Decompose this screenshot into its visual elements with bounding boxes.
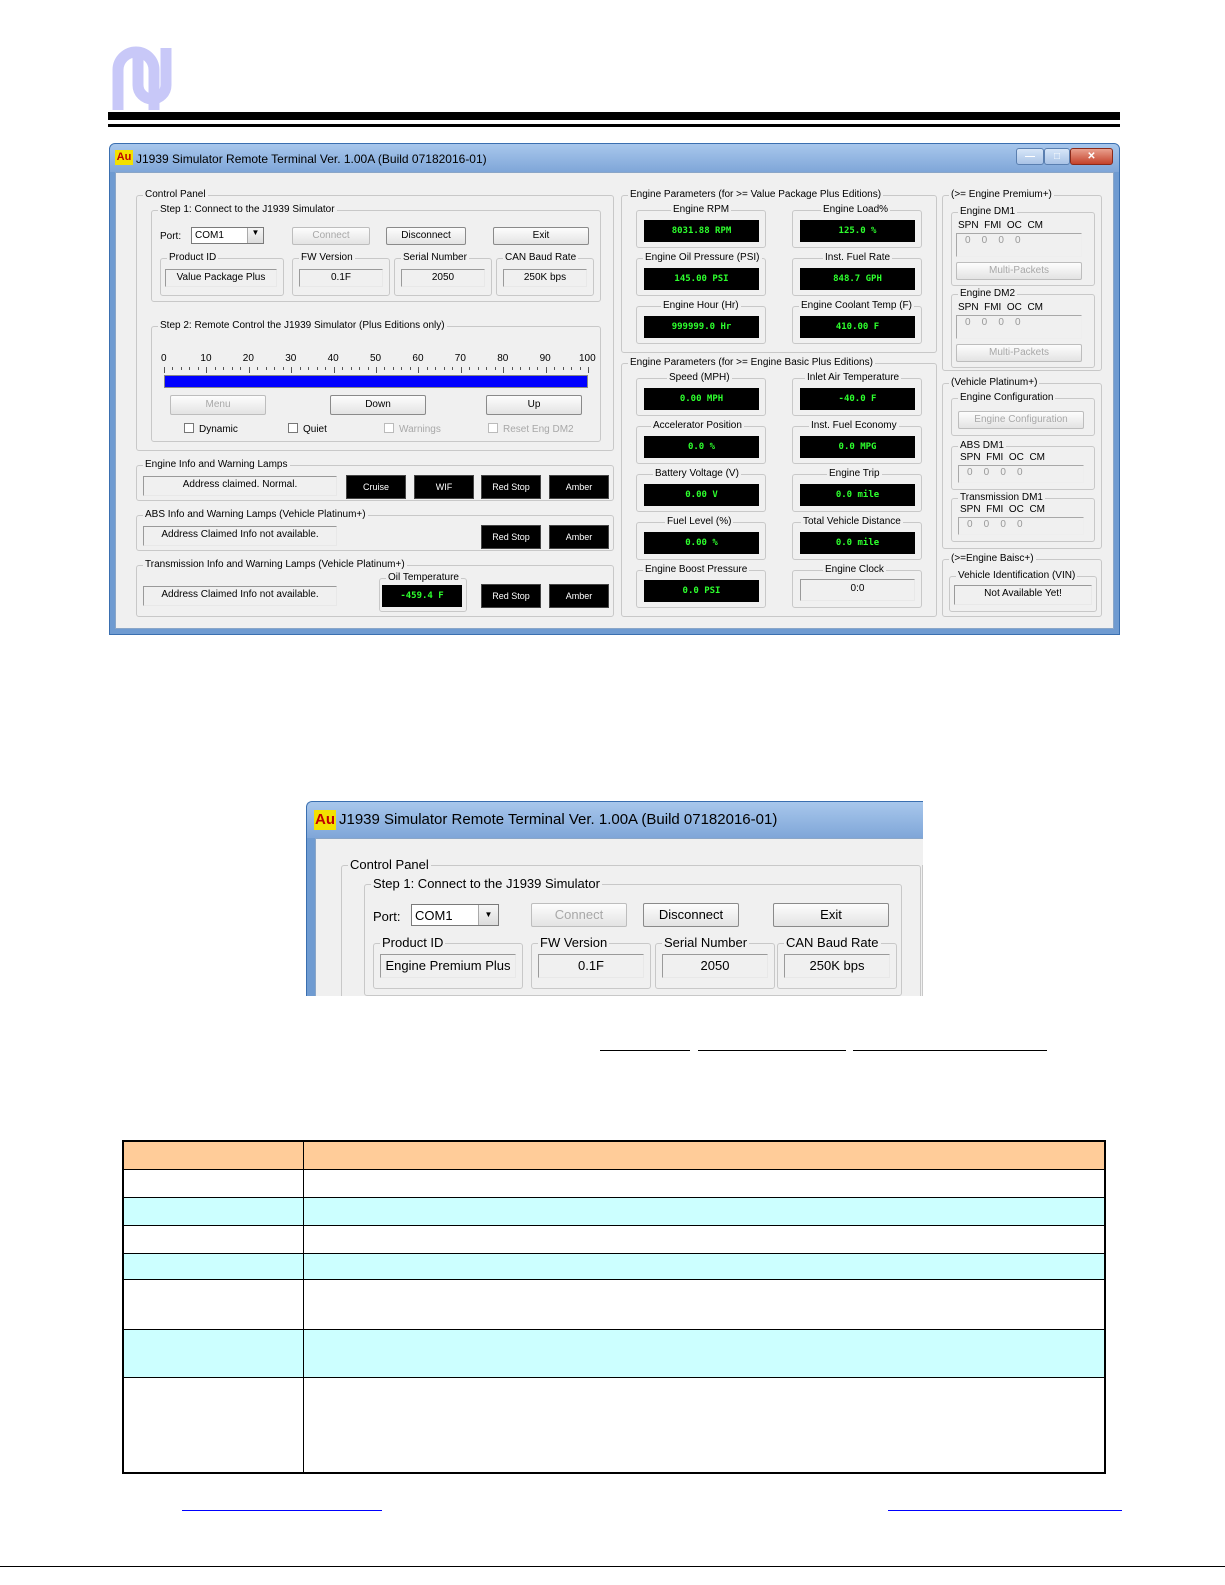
zoomed-window-title: J1939 Simulator Remote Terminal Ver. 1.00A (Build 07182016-01) bbox=[339, 811, 778, 828]
abs-red-stop-lamp: Red Stop bbox=[481, 525, 541, 549]
battery-group bbox=[636, 468, 766, 512]
window-title: J1939 Simulator Remote Terminal Ver. 1.00A (Build 07182016-01) bbox=[136, 152, 487, 166]
zoomed-serial-value: 2050 bbox=[662, 954, 768, 978]
step2-group bbox=[151, 320, 601, 442]
inlet-air-display: -40.0 F bbox=[800, 388, 915, 410]
slider-tick bbox=[223, 367, 224, 370]
slider-tick bbox=[588, 367, 589, 373]
up-button[interactable]: Up bbox=[486, 395, 582, 415]
port-value: COM1 bbox=[195, 230, 224, 241]
baud-rate-value: 250K bps bbox=[503, 269, 587, 287]
slider-tick bbox=[257, 367, 258, 370]
product-id-value: Value Package Plus bbox=[165, 269, 277, 287]
engine-dm2-values: 0 0 0 0 bbox=[956, 315, 1082, 339]
inlet-air-group bbox=[792, 372, 922, 416]
spec-table bbox=[122, 1140, 1106, 1474]
slider-tick bbox=[495, 367, 496, 370]
engine-trip-display: 0.0 mile bbox=[800, 484, 915, 506]
zoomed-next-panel-edge bbox=[922, 865, 923, 996]
total-distance-label: Total Vehicle Distance bbox=[803, 516, 901, 527]
fuel-level-group bbox=[636, 516, 766, 560]
slider-tick-label: 90 bbox=[539, 353, 551, 364]
vehicle-platinum-group bbox=[942, 377, 1102, 549]
slider-tick bbox=[266, 367, 267, 370]
table-cell bbox=[123, 1141, 303, 1169]
table-cell bbox=[303, 1279, 1105, 1329]
trans-dm1-values: 0 0 0 0 bbox=[958, 517, 1084, 535]
step1-label: Step 1: Connect to the J1939 Simulator bbox=[160, 204, 335, 215]
coolant-temp-group bbox=[792, 300, 922, 344]
slider-tick bbox=[418, 367, 419, 373]
slider-tick bbox=[206, 367, 207, 373]
warnings-label: Warnings bbox=[399, 424, 441, 435]
slider-tick bbox=[469, 367, 470, 370]
trans-dm1-group bbox=[951, 492, 1095, 542]
amber-lamp: Amber bbox=[549, 475, 609, 499]
engine-dm2-columns: SPN FMI OC CM bbox=[958, 302, 1043, 313]
table-row bbox=[123, 1279, 1105, 1329]
table-cell bbox=[123, 1329, 303, 1377]
engine-rpm-label: Engine RPM bbox=[673, 204, 730, 215]
accelerator-display: 0.0 % bbox=[644, 436, 759, 458]
zoomed-title-bar[interactable] bbox=[307, 802, 923, 838]
engine-hour-display: 999999.0 Hr bbox=[644, 316, 759, 338]
control-panel-label: Control Panel bbox=[145, 189, 206, 200]
app-icon: Au bbox=[116, 151, 132, 163]
engine-trip-label: Engine Trip bbox=[829, 468, 880, 479]
oil-temp-label: Oil Temperature bbox=[388, 572, 459, 583]
slider-tick bbox=[308, 367, 309, 370]
slider-tick bbox=[393, 367, 394, 370]
underline bbox=[853, 1050, 1047, 1051]
fw-version-label: FW Version bbox=[301, 252, 353, 263]
baud-rate-label: CAN Baud Rate bbox=[505, 252, 577, 263]
slider-tick-label: 50 bbox=[370, 353, 382, 364]
slider-tick bbox=[291, 367, 292, 373]
slider-tick bbox=[274, 367, 275, 370]
fuel-level-display: 0.00 % bbox=[644, 532, 759, 554]
coolant-temp-display: 410.00 F bbox=[800, 316, 915, 338]
zoomed-client bbox=[315, 838, 923, 996]
boost-pressure-display: 0.0 PSI bbox=[644, 580, 759, 602]
slider-tick-label: 20 bbox=[242, 353, 254, 364]
zoomed-baud-label: CAN Baud Rate bbox=[786, 935, 879, 950]
baud-rate-group bbox=[496, 252, 594, 296]
slider-tick bbox=[325, 367, 326, 370]
slider-tick bbox=[342, 367, 343, 370]
oil-temp-display: -459.4 F bbox=[382, 585, 462, 607]
engine-params-value-label: Engine Parameters (for >= Value Package Plus Editions) bbox=[630, 189, 882, 200]
header-rule-thin bbox=[108, 124, 1120, 127]
checkbox-box[interactable] bbox=[184, 423, 194, 433]
slider-tick bbox=[529, 367, 530, 370]
table-cell bbox=[303, 1225, 1105, 1253]
zoomed-port-value: COM1 bbox=[415, 908, 453, 923]
slider-tick bbox=[452, 367, 453, 370]
product-id-label: Product ID bbox=[169, 252, 217, 263]
zoomed-window bbox=[306, 801, 923, 996]
slider-tick bbox=[554, 367, 555, 370]
footer-link-right[interactable] bbox=[888, 1510, 1122, 1511]
slider-tick bbox=[563, 367, 564, 370]
abs-amber-lamp: Amber bbox=[549, 525, 609, 549]
oil-temp-group bbox=[379, 572, 467, 612]
engine-trip-group bbox=[792, 468, 922, 512]
engine-config-group bbox=[951, 392, 1095, 436]
menu-button[interactable]: Menu bbox=[170, 395, 266, 415]
slider-tick-label: 60 bbox=[412, 353, 424, 364]
trans-red-stop-lamp: Red Stop bbox=[481, 584, 541, 608]
fuel-economy-group bbox=[792, 420, 922, 464]
engine-config-button[interactable]: Engine Configuration bbox=[958, 411, 1084, 429]
zoomed-control-panel bbox=[341, 857, 921, 996]
slider-track[interactable] bbox=[164, 375, 588, 388]
engine-load-label: Engine Load% bbox=[823, 204, 889, 215]
cruise-lamp: Cruise bbox=[346, 475, 406, 499]
footer-link-left[interactable] bbox=[182, 1510, 382, 1511]
slider-tick bbox=[249, 367, 250, 373]
trans-dm1-columns: SPN FMI OC CM bbox=[960, 504, 1045, 515]
table-cell bbox=[123, 1377, 303, 1473]
red-stop-lamp: Red Stop bbox=[481, 475, 541, 499]
zoomed-port-label: Port: bbox=[373, 909, 401, 924]
abs-info-group bbox=[136, 509, 614, 551]
slider-tick bbox=[283, 367, 284, 370]
chevron-down-icon[interactable]: ▼ bbox=[247, 228, 263, 243]
slider-tick bbox=[571, 367, 572, 370]
trans-info-group bbox=[136, 559, 614, 617]
quiet-label: Quiet bbox=[303, 424, 327, 435]
slider-tick bbox=[368, 367, 369, 370]
slider-tick-label: 40 bbox=[327, 353, 339, 364]
dm2-multi-packets-button[interactable]: Multi-Packets bbox=[956, 344, 1082, 362]
engine-rpm-group bbox=[636, 204, 766, 248]
slider-tick bbox=[580, 367, 581, 370]
table-row bbox=[123, 1329, 1105, 1377]
checkbox-box[interactable] bbox=[384, 423, 394, 433]
table-cell bbox=[303, 1253, 1105, 1279]
speed-group bbox=[636, 372, 766, 416]
slider-tick bbox=[435, 367, 436, 370]
slider-tick bbox=[189, 367, 190, 370]
product-id-group bbox=[160, 252, 284, 296]
table-cell bbox=[303, 1141, 1105, 1169]
engine-dm2-group bbox=[951, 288, 1095, 368]
slider-tick bbox=[351, 367, 352, 370]
slider-tick bbox=[376, 367, 377, 373]
table-row bbox=[123, 1253, 1105, 1279]
slider-tick-label: 10 bbox=[200, 353, 212, 364]
underline bbox=[698, 1050, 846, 1051]
slider-tick bbox=[461, 367, 462, 373]
port-select[interactable] bbox=[191, 227, 264, 244]
slider-tick bbox=[300, 367, 301, 370]
zoomed-product-id-group bbox=[373, 935, 523, 989]
speed-label: Speed (MPH) bbox=[669, 372, 730, 383]
trans-amber-lamp: Amber bbox=[549, 584, 609, 608]
table-cell bbox=[123, 1197, 303, 1225]
slider-tick bbox=[546, 367, 547, 373]
down-button[interactable]: Down bbox=[330, 395, 426, 415]
speed-display: 0.00 MPH bbox=[644, 388, 759, 410]
table-cell bbox=[303, 1197, 1105, 1225]
checkbox-box[interactable] bbox=[488, 423, 498, 433]
control-panel-group bbox=[136, 189, 614, 451]
vehicle-platinum-label: (Vehicle Platinum+) bbox=[951, 377, 1038, 388]
slider-tick bbox=[232, 367, 233, 370]
vin-label: Vehicle Identification (VIN) bbox=[958, 570, 1076, 581]
engine-clock-label: Engine Clock bbox=[825, 564, 884, 575]
exit-button[interactable]: Exit bbox=[493, 227, 589, 245]
engine-dm1-label: Engine DM1 bbox=[960, 206, 1016, 217]
minimize-button[interactable]: — bbox=[1016, 148, 1044, 165]
zoomed-product-id-label: Product ID bbox=[382, 935, 444, 950]
warnings-checkbox[interactable] bbox=[384, 423, 441, 435]
slider-tick bbox=[181, 367, 182, 370]
slider-scale bbox=[161, 353, 596, 373]
table-cell bbox=[303, 1329, 1105, 1377]
serial-number-group bbox=[394, 252, 492, 296]
underline bbox=[600, 1050, 690, 1051]
accelerator-group bbox=[636, 420, 766, 464]
zoomed-baud-value: 250K bps bbox=[784, 954, 890, 978]
slider-tick bbox=[427, 367, 428, 370]
abs-dm1-label: ABS DM1 bbox=[960, 440, 1004, 451]
coolant-temp-label: Engine Coolant Temp (F) bbox=[801, 300, 912, 311]
slider-tick bbox=[401, 367, 402, 370]
engine-dm1-columns: SPN FMI OC CM bbox=[958, 220, 1043, 231]
inlet-air-label: Inlet Air Temperature bbox=[807, 372, 900, 383]
table-row bbox=[123, 1197, 1105, 1225]
engine-dm1-values: 0 0 0 0 bbox=[956, 233, 1082, 257]
engine-config-label: Engine Configuration bbox=[960, 392, 1054, 403]
zoomed-fw-group bbox=[531, 935, 651, 989]
zoomed-control-panel-label: Control Panel bbox=[350, 857, 429, 872]
table-cell bbox=[123, 1253, 303, 1279]
oil-pressure-label: Engine Oil Pressure (PSI) bbox=[645, 252, 760, 263]
engine-load-group bbox=[792, 204, 922, 248]
zoomed-disconnect-button[interactable]: Disconnect bbox=[643, 903, 739, 927]
engine-basic-group bbox=[942, 553, 1102, 617]
slider-tick bbox=[410, 367, 411, 370]
fuel-rate-label: Inst. Fuel Rate bbox=[825, 252, 891, 263]
engine-premium-group bbox=[942, 189, 1102, 371]
zoomed-exit-button[interactable]: Exit bbox=[773, 903, 889, 927]
engine-dm1-group bbox=[951, 206, 1095, 286]
fuel-rate-display: 848.7 GPH bbox=[800, 268, 915, 290]
fw-version-value: 0.1F bbox=[299, 269, 383, 287]
trans-info-label: Transmission Info and Warning Lamps (Vehicle Platinum+) bbox=[145, 559, 405, 570]
total-distance-display: 0.0 mile bbox=[800, 532, 915, 554]
disconnect-button[interactable]: Disconnect bbox=[386, 227, 466, 245]
table-header-row bbox=[123, 1141, 1105, 1169]
reset-dm2-label: Reset Eng DM2 bbox=[503, 424, 574, 435]
slider-tick bbox=[240, 367, 241, 370]
slider-tick bbox=[198, 367, 199, 370]
boost-pressure-label: Engine Boost Pressure bbox=[645, 564, 748, 575]
step2-label: Step 2: Remote Control the J1939 Simulator (Plus Editions only) bbox=[160, 320, 445, 331]
zoomed-app-icon: Au bbox=[315, 811, 335, 828]
engine-load-display: 125.0 % bbox=[800, 220, 915, 242]
slider-tick bbox=[334, 367, 335, 373]
serial-number-label: Serial Number bbox=[403, 252, 467, 263]
slider-tick-label: 30 bbox=[285, 353, 297, 364]
slider-tick bbox=[215, 367, 216, 370]
slider-tick bbox=[478, 367, 479, 370]
company-logo bbox=[108, 40, 180, 112]
slider-tick bbox=[384, 367, 385, 370]
accelerator-label: Accelerator Position bbox=[653, 420, 742, 431]
slider-tick bbox=[317, 367, 318, 370]
fuel-rate-group bbox=[792, 252, 922, 296]
zoomed-serial-group bbox=[655, 935, 775, 989]
zoomed-serial-label: Serial Number bbox=[664, 935, 748, 950]
table-cell bbox=[123, 1279, 303, 1329]
abs-dm1-group bbox=[951, 440, 1095, 490]
vin-group bbox=[949, 570, 1097, 612]
dm1-multi-packets-button[interactable]: Multi-Packets bbox=[956, 262, 1082, 280]
engine-hour-group bbox=[636, 300, 766, 344]
slider-tick-label: 0 bbox=[161, 353, 167, 364]
engine-dm2-label: Engine DM2 bbox=[960, 288, 1016, 299]
table-row bbox=[123, 1377, 1105, 1473]
engine-premium-label: (>= Engine Premium+) bbox=[951, 189, 1052, 200]
engine-params-basic-group bbox=[621, 357, 937, 617]
dynamic-checkbox[interactable] bbox=[184, 423, 238, 435]
table-cell bbox=[123, 1169, 303, 1197]
abs-dm1-values: 0 0 0 0 bbox=[958, 465, 1084, 483]
checkbox-box[interactable] bbox=[288, 423, 298, 433]
engine-info-group bbox=[136, 459, 614, 501]
boost-pressure-group bbox=[636, 564, 766, 608]
simulator-window bbox=[109, 143, 1120, 635]
zoomed-port-select[interactable] bbox=[411, 904, 499, 926]
wif-lamp: WIF bbox=[414, 475, 474, 499]
zoomed-fw-value: 0.1F bbox=[538, 954, 644, 978]
slider-tick bbox=[172, 367, 173, 370]
engine-hour-label: Engine Hour (Hr) bbox=[663, 300, 739, 311]
fuel-economy-label: Inst. Fuel Economy bbox=[811, 420, 897, 431]
oil-pressure-group bbox=[636, 252, 766, 296]
slider-tick bbox=[359, 367, 360, 370]
fw-version-group bbox=[292, 252, 390, 296]
trans-dm1-label: Transmission DM1 bbox=[960, 492, 1043, 503]
chevron-down-icon[interactable]: ▼ bbox=[478, 905, 498, 925]
connect-button[interactable]: Connect bbox=[292, 227, 370, 245]
slider-tick bbox=[444, 367, 445, 370]
zoomed-baud-group bbox=[777, 935, 897, 989]
zoomed-step1-label: Step 1: Connect to the J1939 Simulator bbox=[373, 876, 600, 891]
engine-basic-label: (>=Engine Baisc+) bbox=[951, 553, 1034, 564]
engine-params-value-group bbox=[621, 189, 937, 353]
dynamic-label: Dynamic bbox=[199, 424, 238, 435]
close-button[interactable]: ✕ bbox=[1070, 148, 1113, 165]
fuel-economy-display: 0.0 MPG bbox=[800, 436, 915, 458]
slider-tick bbox=[512, 367, 513, 370]
battery-display: 0.00 V bbox=[644, 484, 759, 506]
slider-tick bbox=[164, 367, 165, 373]
abs-info-label: ABS Info and Warning Lamps (Vehicle Platinum+) bbox=[145, 509, 366, 520]
vin-value: Not Available Yet! bbox=[954, 585, 1092, 605]
maximize-button[interactable]: □ bbox=[1044, 148, 1070, 165]
zoomed-product-id-value: Engine Premium Plus bbox=[380, 954, 516, 978]
reset-dm2-checkbox[interactable] bbox=[488, 423, 574, 435]
zoomed-connect-button[interactable]: Connect bbox=[531, 903, 627, 927]
slider-tick-label: 80 bbox=[497, 353, 509, 364]
table-cell bbox=[123, 1225, 303, 1253]
fuel-level-label: Fuel Level (%) bbox=[667, 516, 732, 527]
abs-dm1-columns: SPN FMI OC CM bbox=[960, 452, 1045, 463]
engine-info-label: Engine Info and Warning Lamps bbox=[145, 459, 288, 470]
port-label: Port: bbox=[160, 231, 182, 242]
zoomed-fw-label: FW Version bbox=[540, 935, 608, 950]
window-client bbox=[115, 172, 1114, 629]
table-cell bbox=[303, 1377, 1105, 1473]
slider-tick bbox=[486, 367, 487, 370]
engine-status: Address claimed. Normal. bbox=[143, 476, 337, 496]
abs-status: Address Claimed Info not available. bbox=[143, 526, 337, 546]
quiet-checkbox[interactable] bbox=[288, 423, 327, 435]
zoomed-step1-group bbox=[364, 876, 902, 996]
slider-tick-label: 100 bbox=[579, 353, 596, 364]
trans-status: Address Claimed Info not available. bbox=[143, 586, 337, 606]
total-distance-group bbox=[792, 516, 922, 560]
slider-tick bbox=[537, 367, 538, 370]
slider-tick bbox=[503, 367, 504, 373]
slider-tick-label: 70 bbox=[454, 353, 466, 364]
engine-clock-value: 0:0 bbox=[800, 579, 915, 601]
engine-clock-group bbox=[792, 564, 922, 608]
footer-rule bbox=[0, 1566, 1225, 1567]
serial-number-value: 2050 bbox=[401, 269, 485, 287]
header-rule-thick bbox=[108, 112, 1120, 120]
title-bar[interactable] bbox=[110, 144, 1119, 172]
table-row bbox=[123, 1169, 1105, 1197]
engine-params-basic-label: Engine Parameters (for >= Engine Basic Plus Editions) bbox=[630, 357, 873, 368]
battery-label: Battery Voltage (V) bbox=[655, 468, 739, 479]
slider-fill bbox=[165, 376, 587, 387]
engine-rpm-display: 8031.88 RPM bbox=[644, 220, 759, 242]
slider-tick bbox=[520, 367, 521, 370]
step1-group bbox=[151, 204, 601, 302]
oil-pressure-display: 145.00 PSI bbox=[644, 268, 759, 290]
table-cell bbox=[303, 1169, 1105, 1197]
table-row bbox=[123, 1225, 1105, 1253]
